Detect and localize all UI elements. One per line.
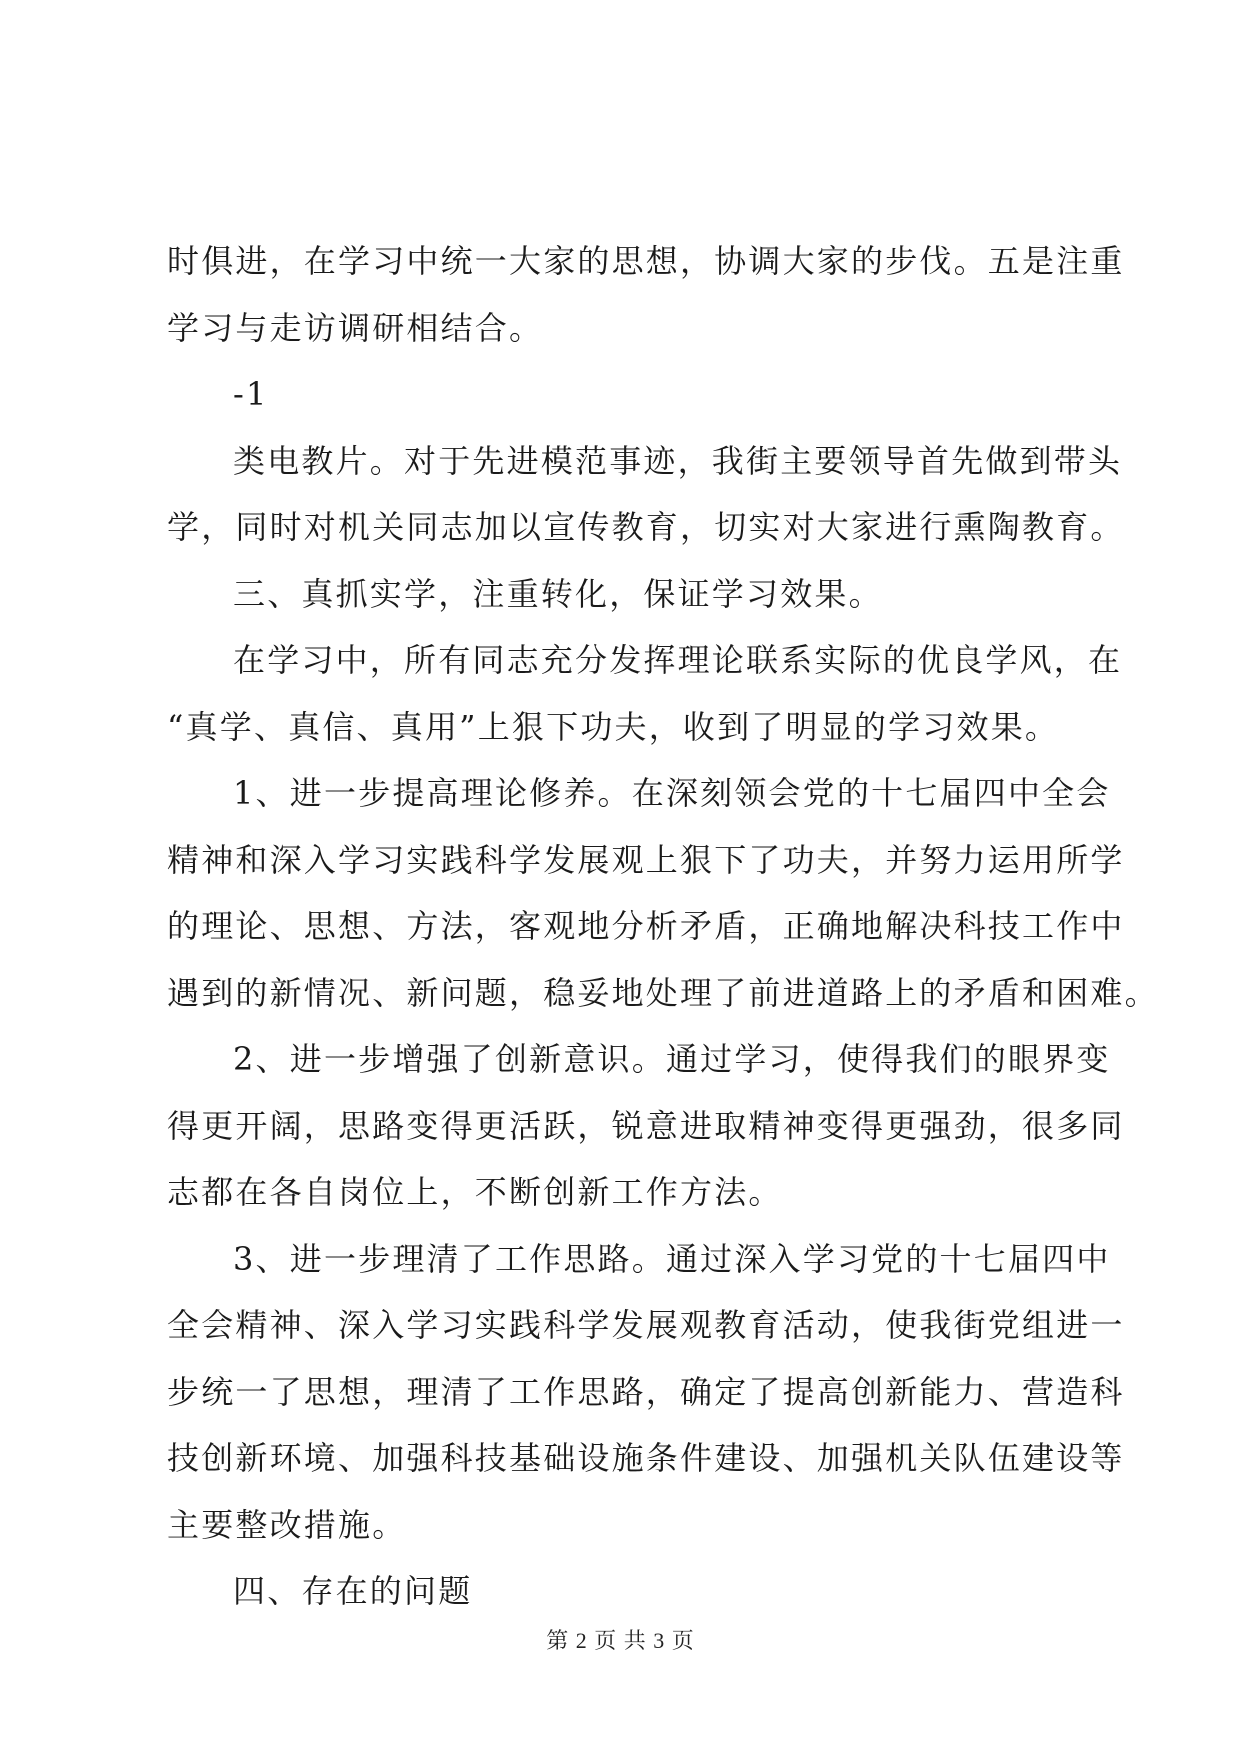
text-line: 技创新环境、加强科技基础设施条件建设、加强机关队伍建设等: [167, 1439, 1125, 1477]
text-line: 学习与走访调研相结合。: [167, 308, 544, 347]
text-line: 志都在各自岗位上，不断创新工作方法。: [167, 1173, 783, 1211]
text-line: 1、进一步提高理论修养。在深刻领会党的十七届四中全会: [233, 774, 1111, 812]
text-line: 步统一了思想，理清了工作思路，确定了提高创新能力、营造科: [167, 1372, 1125, 1411]
text-line: 类电教片。对于先进模范事迹，我街主要领导首先做到带头: [233, 441, 1123, 480]
text-line: 得更开阔，思路变得更活跃，锐意进取精神变得更强劲，很多同: [167, 1106, 1125, 1145]
body-text: [167, 228, 1159, 1625]
text-line: -1: [233, 375, 269, 413]
section-heading: 三、真抓实学，注重转化，保证学习效果。: [233, 574, 883, 613]
text-line: 精神和深入学习实践科学发展观上狠下了功夫，并努力运用所学: [167, 840, 1125, 879]
text-line: 学，同时对机关同志加以宣传教育，切实对大家进行熏陶教育。: [167, 508, 1125, 546]
text-line: 的理论、思想、方法，客观地分析矛盾，正确地解决科技工作中: [167, 907, 1125, 945]
text-line: 遇到的新情况、新问题，稳妥地处理了前进道路上的矛盾和困难。: [167, 973, 1159, 1012]
section-heading: 四、存在的问题: [233, 1572, 473, 1610]
text-line: 3、进一步理清了工作思路。通过深入学习党的十七届四中: [233, 1239, 1111, 1278]
text-line: 全会精神、深入学习实践科学发展观教育活动，使我街党组进一: [167, 1306, 1125, 1344]
text-line: 2、进一步增强了创新意识。通过学习，使得我们的眼界变: [233, 1040, 1111, 1078]
text-line: 主要整改措施。: [167, 1505, 407, 1544]
text-line: 时俱进，在学习中统一大家的思想，协调大家的步伐。五是注重: [167, 242, 1125, 280]
text-line: 在学习中，所有同志充分发挥理论联系实际的优良学风，在: [233, 641, 1123, 679]
page-number-footer: 第 2 页 共 3 页: [546, 1628, 695, 1653]
text-line: “真学、真信、真用”上狠下功夫，收到了明显的学习效果。: [167, 707, 1060, 746]
